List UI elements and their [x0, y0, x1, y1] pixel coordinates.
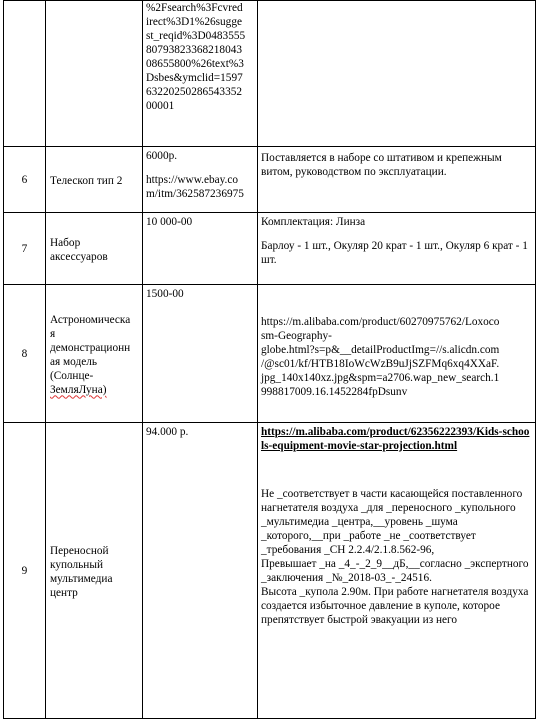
- alibaba-link-line[interactable]: 998817009.16.1452284fpDsunv: [261, 386, 408, 398]
- url-line: 08655800%26text%3: [146, 58, 244, 70]
- price-cell: [143, 1, 258, 147]
- table-row-8: [4, 285, 536, 423]
- table-row-6: [4, 147, 536, 213]
- description-text: Поставляется в наборе со штативом и крепежным витом, руководством по эксплуатации.: [261, 152, 502, 178]
- description-line: Барлоу - 1 шт., Окуляр 20 крат - 1 шт., Окуляр 6 крат - 1 шт.: [261, 240, 528, 266]
- url-line: %2Fsearch%3Fcvred: [146, 2, 243, 14]
- price-cell: 10 000-00: [143, 213, 258, 285]
- alibaba-link-line[interactable]: globe.html?s=p&__detailProductImg=//s.alicdn.com: [261, 344, 500, 356]
- price-cell: 94.000 р.: [143, 423, 258, 719]
- description-cell: [258, 1, 536, 147]
- item-name-cell: [46, 1, 143, 147]
- ebay-link-line[interactable]: https://www.ebay.co: [146, 174, 239, 186]
- alibaba-link-line[interactable]: jpg_140x140xz.jpg&spm=a2706.wap_new_search.1: [261, 372, 500, 384]
- row-number-cell: 9: [4, 423, 46, 719]
- row-number-cell: [4, 1, 46, 147]
- alibaba-link-line[interactable]: sm-Geography-: [261, 330, 332, 342]
- price-value: 6000р.: [146, 150, 178, 162]
- description-paragraph: Превышает _на _4_-_2_9__дБ,__согласно _экспертного _заключения _№_2018-03_-_24516.: [261, 558, 529, 584]
- url-line: 63220250286543352: [146, 86, 243, 98]
- row-number-cell: 8: [4, 285, 46, 423]
- alibaba-link-line[interactable]: https://m.alibaba.com/product/60270975762/Loxoco: [261, 316, 500, 328]
- alibaba-product-link[interactable]: https://m.alibaba.com/product/62356222393/Kids-schools-equipment-movie-star-projection.html: [261, 426, 530, 452]
- ebay-link-line[interactable]: m/itm/362587236975: [146, 188, 244, 200]
- url-line: 80793823368218043: [146, 44, 243, 56]
- alibaba-link-line[interactable]: /@sc01/kf/HTB18IoWcWzB9uJjSZFMq6xq4XXaF.: [261, 358, 500, 370]
- description-line: Комплектация: Линза: [261, 216, 366, 228]
- item-name-cell: Переносной купольный мультимедиа центр: [46, 423, 143, 719]
- table-row-7: [4, 213, 536, 285]
- item-name-cell: Телескоп тип 2: [46, 147, 143, 213]
- item-name-cell: Набор аксессуаров: [46, 213, 143, 285]
- row-number-cell: 7: [4, 213, 46, 285]
- description-cell: [258, 147, 536, 213]
- specification-table: [3, 0, 536, 719]
- row-number-cell: 6: [4, 147, 46, 213]
- url-line: st_reqid%3D0483555: [146, 30, 246, 42]
- table-row-continuation: [4, 1, 536, 147]
- description-paragraph: Высота _купола 2.90м. При работе нагнетателя воздуха создается избыточное давление в куполе, которое препятствует быстрой эвакуации из него: [261, 586, 529, 626]
- description-cell: [258, 423, 536, 719]
- url-line: 00001: [146, 100, 175, 112]
- description-paragraph: Не _соответствует в части касающейся поставленного нагнетателя воздуха _для _переносного _купольного _мультимедиа _центра,__уровень _шума _которого,__при _работе _не _соответствует _требования _СН 2.2.4/2.1.8.562-96,: [261, 488, 523, 556]
- url-line: irect%3D1%26sugge: [146, 16, 242, 28]
- description-cell: [258, 213, 536, 285]
- price-cell: [143, 147, 258, 213]
- item-name-cell: Астрономическа я демонстрационн ая модель (Солнце- ЗемляЛуна): [46, 285, 143, 423]
- price-cell: 1500-00: [143, 285, 258, 423]
- table-row-9: [4, 423, 536, 719]
- url-line: Dsbes&ymclid=1597: [146, 72, 243, 84]
- description-cell: [258, 285, 536, 423]
